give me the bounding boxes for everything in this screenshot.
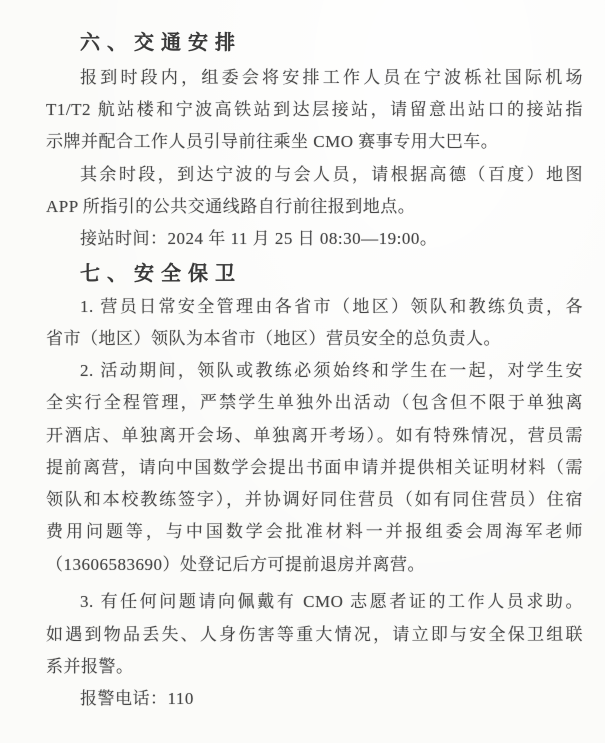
security-item2-line-3: 开酒店、单独离开会场、单独离开考场）。如有特殊情况，营员需 — [46, 426, 583, 445]
section-heading-transport: 六、交通安排 — [80, 32, 242, 54]
security-item1-line-1: 1. 营员日常安全管理由各省市（地区）领队和教练负责，各 — [80, 297, 583, 316]
section-heading-security: 七、安全保卫 — [80, 263, 242, 285]
security-item2-line-4: 提前离营，请向中国数学会提出书面申请并提供相关证明材料（需 — [46, 458, 583, 477]
transport-pickup-line-3: 示牌并配合工作人员引导前往乘坐 CMO 赛事专用大巴车。 — [46, 132, 499, 151]
security-item2-line-5: 领队和本校教练签字），并协调好同住营员（如有同住营员）住宿 — [46, 490, 583, 509]
transport-pickup-line-2: T1/T2 航站楼和宁波高铁站到达层接站，请留意出站口的接站指 — [46, 100, 583, 119]
transport-pickup-line-1: 报到时段内，组委会将安排工作人员在宁波栎社国际机场 — [80, 68, 583, 87]
pickup-time-line: 接站时间：2024 年 11 月 25 日 08:30—19:00。 — [80, 229, 438, 248]
security-item3-line-2: 如遇到物品丢失、人身伤害等重大情况，请立即与安全保卫组联 — [46, 625, 583, 644]
security-item3-line-1: 3. 有任何问题请向佩戴有 CMO 志愿者证的工作人员求助。 — [80, 592, 583, 611]
transport-other-line-1: 其余时段，到达宁波的与会人员，请根据高德（百度）地图 — [80, 165, 583, 184]
security-item1-line-2: 省市（地区）领队为本省市（地区）营员安全的总负责人。 — [46, 329, 501, 348]
security-item2-line-6: 费用问题等，与中国数学会批准材料一并报组委会周海军老师 — [46, 522, 583, 541]
security-item3-line-3: 系并报警。 — [46, 657, 134, 676]
security-item2-line-1: 2. 活动期间，领队或教练必须始终和学生在一起，对学生安 — [80, 361, 583, 380]
security-item2-line-7: （13606583690）处登记后方可提前退房并离营。 — [46, 555, 425, 574]
transport-other-line-2: APP 所指引的公共交通线路自行前往报到地点。 — [46, 197, 416, 216]
security-item2-line-2: 全实行全程管理，严禁学生单独外出活动（包含但不限于单独离 — [46, 393, 583, 412]
police-phone-line: 报警电话：110 — [80, 689, 194, 708]
